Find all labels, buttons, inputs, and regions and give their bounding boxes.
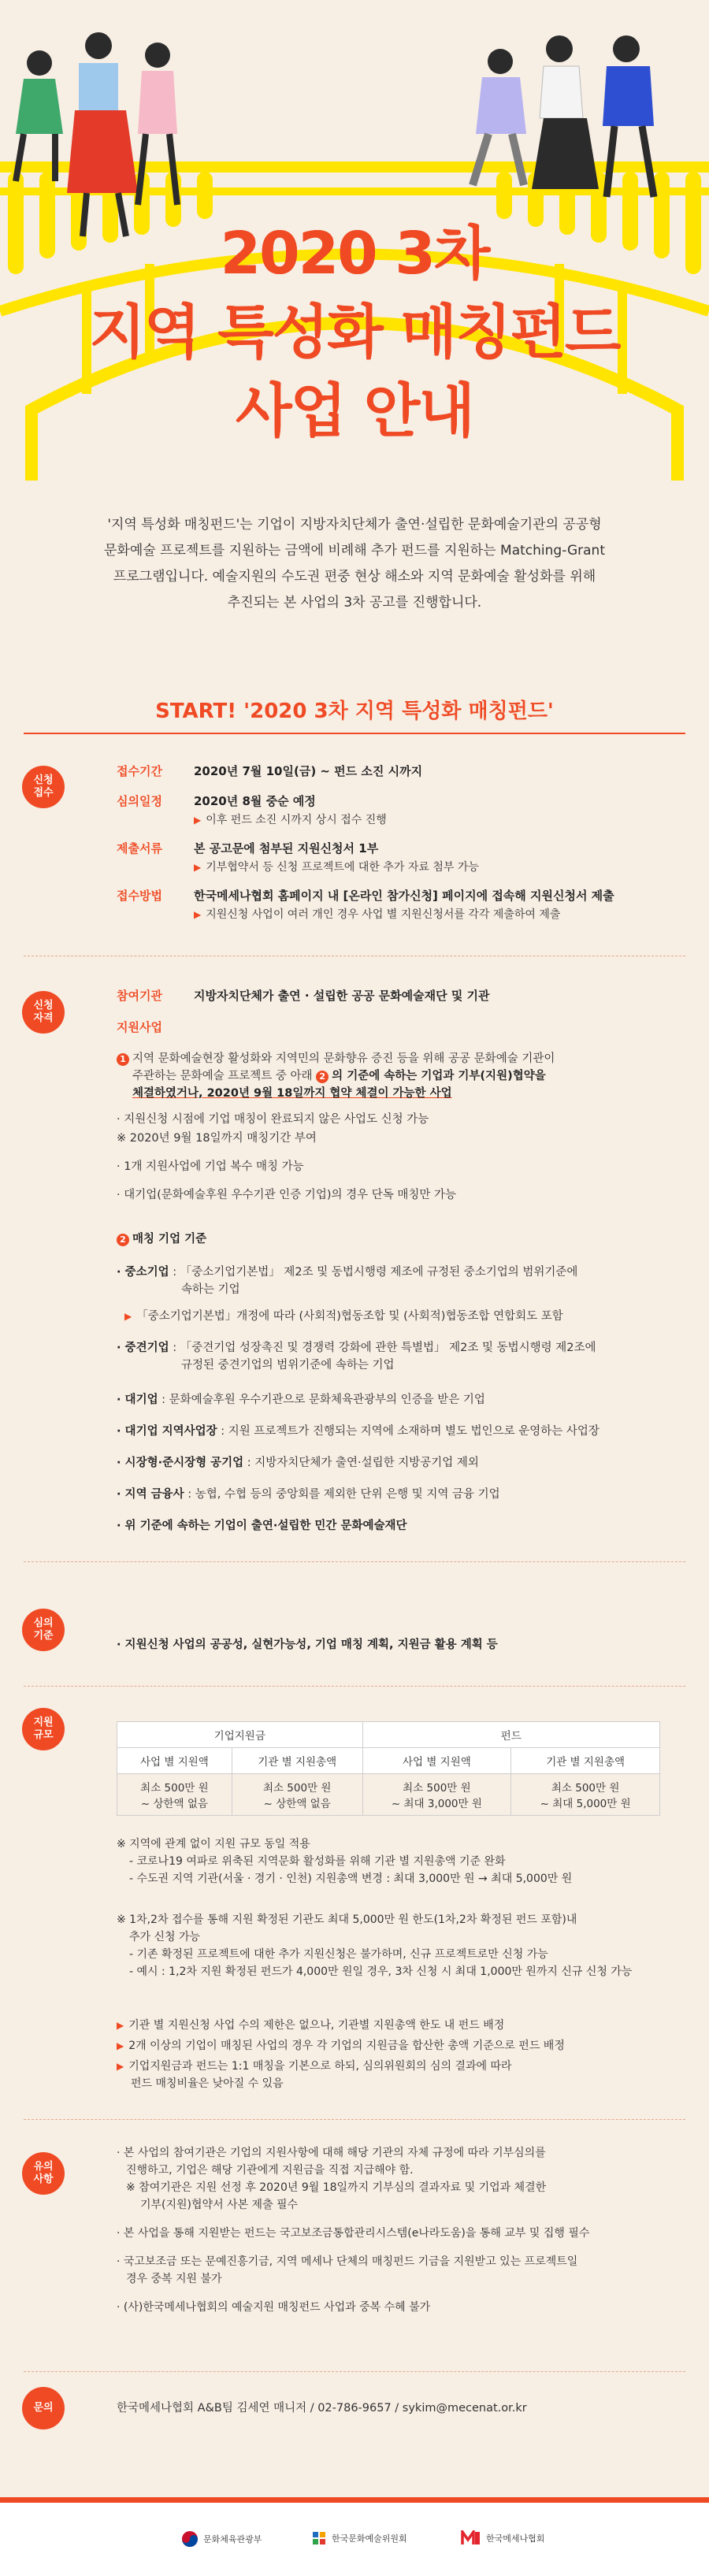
hero-title-line2: 지역 특성화 매칭펀드 xyxy=(89,299,620,366)
scale-notes-2: ※ 1차,2차 접수를 통해 지원 확정된 기관도 최대 5,000만 원 한도(1차,2차 확정된 펀드 포함)내 추가 신청 가능 - 기존 확정된 프로젝트에 대한 추가 지원신청은 불가하며, 신규 프로젝트로만 신청 가능 - 예시 : 1,2차 지원 확정된 펀드가 4,000만 원일 경우, 3차 신청 시 최대 1,000만 원까지 신규 신청 가능 xyxy=(117,1913,633,1978)
triangle-icon: ▶ xyxy=(117,2040,124,2051)
badge-scale: 지원 규모 xyxy=(22,1708,65,1750)
intro-line: 추진되는 본 사업의 3차 공고를 진행합니다. xyxy=(227,595,482,611)
matching-criteria-heading: 2 매칭 기업 기준 xyxy=(117,1230,684,1248)
list-item: · 1개 지원사업에 기업 복수 매칭 가능 xyxy=(117,1160,304,1173)
row-method: 접수방법 한국메세나협회 홈페이지 내 [온라인 참가신청] 페이지에 접속해 지원신청서 제출 xyxy=(117,889,614,903)
badge-application: 신청 접수 xyxy=(22,766,65,808)
notice-list: · 본 사업의 참여기관은 기업의 지원사항에 대해 해당 기관의 자체 규정에 따라 기부심의를 진행하고, 기업은 해당 기관에게 지원금을 직접 지급해야 함. ※ 참여기관은 지원 선정 후 2020년 9월 18일까지 기부심의 결과자료 및 기업과 체결한 기부(지원)협약서 사본 제출 필수 · 본 사업을 통해 지원받는 펀드는 국고보조금통합관리시스템(e나라도움)을 통해 교부 및 집행 필수 · 국고보조금 또는 문예진흥기금, 지역 메세나 단체의 매칭펀드 기금을 지원받고 있는 프로젝트일 경우 중복 지원 불가 · (사)한국메세나협회의 예술지원 매칭펀드 사업과 중복 수혜 불가 xyxy=(117,2147,590,2314)
hero-illustration xyxy=(0,0,709,481)
logo-mcst: 문화체육관광부 xyxy=(181,2530,262,2548)
triangle-icon: ▶ xyxy=(117,2020,124,2031)
contact-text: 한국메세나협회 A&B팀 김세연 매니저 / 02-786-9657 / sykim@mecenat.or.kr xyxy=(117,2402,527,2415)
badge-notice: 유의 사항 xyxy=(22,2152,65,2195)
table-row xyxy=(117,1774,660,1816)
scale-rules: ▶ 기관 별 지원신청 사업 수의 제한은 없으나, 기관별 지원총액 한도 내 펀드 배정 ▶ 2개 이상의 기업이 매칭된 사업의 경우 각 기업의 지원금을 합산한 총액 기준으로 펀드 배정 ▶ 기업지원금과 펀드는 1:1 매칭을 기본으로 하되, 심의위원회의 심의 결과에 따라 펀드 매칭비율은 낮아질 수 있음 xyxy=(117,2019,565,2090)
table-header: 펀드 xyxy=(362,1722,659,1748)
intro-paragraph xyxy=(47,512,662,616)
criteria-sme: · 중소기업 : 「중소기업기본법」 제2조 및 동법시행령 제조에 규정된 중소기업의 범위기준에 속하는 기업 xyxy=(117,1266,578,1296)
triangle-icon: ▶ xyxy=(194,862,202,873)
table-header: 기업지원금 xyxy=(117,1722,363,1748)
criteria-foundation: · 위 기준에 속하는 기업이 출연·설립한 민간 문화예술재단 xyxy=(117,1520,407,1532)
row-method-sub: ▶ 지원신청 사업이 여러 개인 경우 사업 별 지원신청서를 각각 제출하여 제출 xyxy=(194,908,561,921)
triangle-icon: ▶ xyxy=(124,1311,132,1322)
table-cell: 최소 500만 원 ~ 상한액 없음 xyxy=(232,1774,362,1816)
table-header: 기관 별 지원총액 xyxy=(232,1748,362,1774)
taegeuk-icon xyxy=(181,2530,199,2548)
table-cell: 최소 500만 원 ~ 상한액 없음 xyxy=(117,1774,232,1816)
row-period: 접수기간 2020년 7월 10일(금) ~ 펀드 소진 시까지 xyxy=(117,764,423,778)
start-heading: START! '2020 3차 지역 특성화 매칭펀드' xyxy=(155,700,554,723)
criteria-finance: · 지역 금융사 : 농협, 수협 등의 중앙회를 제외한 단위 은행 및 지역 금융 기업 xyxy=(117,1488,500,1501)
mecenat-icon xyxy=(461,2530,481,2546)
intro-line: '지역 특성화 매칭펀드'는 기업이 지방자치단체가 출연·설립한 문화예술기관의 공공형 xyxy=(107,517,602,533)
badge-criteria: 심의 기준 xyxy=(22,1609,65,1651)
support-scale-table xyxy=(117,1721,660,1816)
criteria-regional: · 대기업 지역사업장 : 지원 프로젝트가 진행되는 지역에 소재하며 별도 법인으로 운영하는 사업장 xyxy=(117,1425,599,1438)
table-header: 사업 별 지원액 xyxy=(117,1748,232,1774)
table-header: 사업 별 지원액 xyxy=(362,1748,511,1774)
list-item: ※ 2020년 9월 18일까지 매칭기간 부여 xyxy=(117,1132,317,1145)
badge-eligibility: 신청 자격 xyxy=(22,991,65,1034)
section-divider xyxy=(24,1561,685,1562)
support-criteria: 1 지역 문화예술현장 활성화와 지역민의 문화향유 증진 등을 위해 공공 문화예술 기관이 주관하는 문화예술 프로젝트 중 아래 2 의 기준에 속하는 기업과 기부(지원)협약을 체결하였거나, 2020년 9월 18일까지 협약 체결이 가능한 사업 xyxy=(117,1050,684,1102)
list-item: · 대기업(문화예술후원 우수기관 인증 기업)의 경우 단독 매칭만 가능 xyxy=(117,1189,456,1201)
number-badge: 2 xyxy=(117,1234,129,1246)
hero-title-line3: 사업 안내 xyxy=(236,377,473,445)
row-review-sub: ▶ 이후 펀드 소진 시까지 상시 접수 진행 xyxy=(194,814,387,826)
table-header: 기관 별 지원총액 xyxy=(511,1748,660,1774)
criteria-sme-sub: ▶ 「중소기업기본법」개정에 따라 (사회적)협동조합 및 (사회적)협동조합 연합회도 포함 xyxy=(124,1310,563,1323)
review-criteria-text: · 지원신청 사업의 공공성, 실현가능성, 기업 매칭 계획, 지원금 활용 계획 등 xyxy=(117,1639,498,1651)
section-divider xyxy=(24,2371,685,2372)
section-divider xyxy=(24,2119,685,2120)
intro-line: 프로그램입니다. 예술지원의 수도권 편중 현상 해소와 지역 문화예술 활성화를 위해 xyxy=(113,569,596,585)
row-documents: 제출서류 본 공고문에 첨부된 지원신청서 1부 xyxy=(117,841,379,856)
criteria-public: · 시장형·준시장형 공기업 : 지방자치단체가 출연·설립한 지방공기업 제외 xyxy=(117,1457,479,1469)
hero-title-line1: 2020 3차 xyxy=(220,220,489,288)
list-item: · 지원신청 시점에 기업 매칭이 완료되지 않은 사업도 신청 가능 xyxy=(117,1113,429,1126)
triangle-icon: ▶ xyxy=(194,909,202,920)
row-support-project: 지원사업 xyxy=(117,1020,162,1034)
criteria-large: · 대기업 : 문화예술후원 우수기관으로 문화체육관광부의 인증을 받은 기업 xyxy=(117,1394,485,1406)
number-badge: 2 xyxy=(316,1071,329,1083)
table-cell: 최소 500만 원 ~ 최대 5,000만 원 xyxy=(511,1774,660,1816)
row-documents-sub: ▶ 기부협약서 등 신청 프로젝트에 대한 추가 자료 첨부 가능 xyxy=(194,861,479,874)
row-review: 심의일정 2020년 8월 중순 예정 xyxy=(117,794,316,808)
scale-notes: ※ 지역에 관계 없이 지원 규모 동일 적용 - 코로나19 여파로 위축된 지역문화 활성화를 위해 기관 별 지원총액 기준 완화 - 수도권 지역 기관(서울 · 경기 · 인천) 지원총액 변경 : 최대 3,000만 원 → 최대 5,000만 원 xyxy=(117,1838,573,1885)
logo-arko: 한국문화예술위원회 xyxy=(311,2530,407,2546)
arko-icon xyxy=(311,2530,327,2546)
triangle-icon: ▶ xyxy=(194,815,202,826)
start-divider xyxy=(24,733,685,734)
table-cell: 최소 500만 원 ~ 최대 3,000만 원 xyxy=(362,1774,511,1816)
number-badge: 1 xyxy=(117,1053,129,1066)
intro-line: 문화예술 프로젝트를 지원하는 금액에 비례해 추가 펀드를 지원하는 Matching-Grant xyxy=(104,543,605,559)
criteria-midsize: · 중견기업 : 「중견기업 성장촉진 및 경쟁력 강화에 관한 특별법」 제2조 및 동법시행령 제2조에 규정된 중견기업의 범위기준에 속하는 기업 xyxy=(117,1342,596,1372)
triangle-icon: ▶ xyxy=(117,2061,124,2072)
logo-mecenat: 한국메세나협회 xyxy=(461,2530,544,2546)
badge-contact: 문의 xyxy=(22,2387,65,2429)
footer-accent-bar xyxy=(0,2497,709,2503)
row-participants: 참여기관 지방자치단체가 출연 · 설립한 공공 문화예술재단 및 기관 xyxy=(117,989,490,1003)
section-divider xyxy=(24,1686,685,1687)
